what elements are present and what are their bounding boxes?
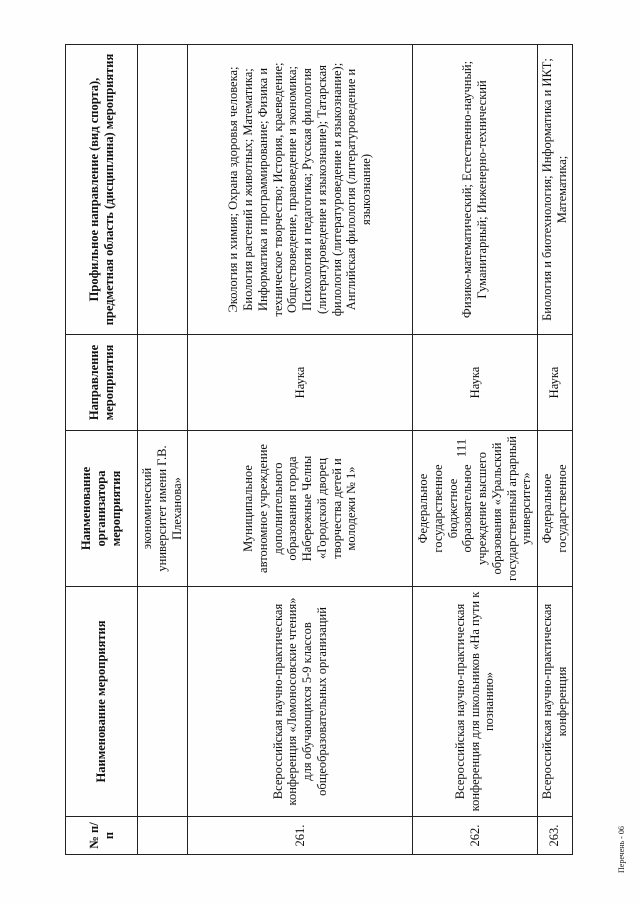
cell-direction: Наука (413, 335, 538, 431)
cell-organizer: Муниципальное автономное учреждение дополнительного образования города Набережные Челны «Городской дворец творчества детей и молодежи № 1» (188, 431, 413, 587)
cell-direction: Наука (538, 335, 573, 431)
header-num: № п/п (66, 817, 138, 855)
cell-organizer: Федеральное государственное (538, 431, 573, 587)
table-row (413, 45, 538, 855)
header-direction: Направление мероприятия (66, 335, 138, 431)
header-event: Наименование мероприятия (66, 587, 138, 817)
events-table (65, 44, 573, 855)
cell-profile: Биология и биотехнология; Информатика и ИКТ; Математика; (538, 45, 573, 335)
header-profile: Профильное направление (вид спорта), предметная область (дисциплина) мероприятия (66, 45, 138, 335)
table-header-row (66, 45, 138, 855)
cell-num: 262. (413, 817, 538, 855)
cell-profile: Экология и химия; Охрана здоровья человека; Биология растений и животных; Математика; Информатика и программирование; Физика и техническое творчество; История, краеведение; Обществоведение, правоведение и экономика; Психология и педагогика; Русская филология (литературоведение и языкознание); Татарская филология (литературоведение и языкознание); Английская филология (литературоведение и языкознание) (188, 45, 413, 335)
rotated-table-container (65, 45, 569, 855)
cell-event: Всероссийская научно-практическая конференция (538, 587, 573, 817)
table-row (538, 45, 573, 855)
cell-event (138, 587, 188, 817)
cell-profile: Физико-математический; Естественно-научный; Гуманитарный; Инженерно-технический (413, 45, 538, 335)
cell-organizer: Федеральное государственное бюджетное образовательное учреждение высшего образования «Уральский государственный аграрный университет» (413, 431, 538, 587)
header-organizer: Наименование организатора мероприятия (66, 431, 138, 587)
table-row (188, 45, 413, 855)
cell-num: 263. (538, 817, 573, 855)
footer-code: Перечень - 06 (617, 826, 626, 874)
cell-event: Всероссийская научно-практическая конференция для школьников «На пути к познанию» (413, 587, 538, 817)
page-number: 111 (453, 438, 469, 458)
cell-profile (138, 45, 188, 335)
cell-num (138, 817, 188, 855)
cell-event: Всероссийская научно-практическая конференция «Ломоносовские чтения» для обучающихся 5-9 классов общеобразовательных организаций (188, 587, 413, 817)
cell-direction (138, 335, 188, 431)
cell-num: 261. (188, 817, 413, 855)
cell-organizer: экономический университет имени Г.В. Плеханова» (138, 431, 188, 587)
cell-direction: Наука (188, 335, 413, 431)
table-row (138, 45, 188, 855)
